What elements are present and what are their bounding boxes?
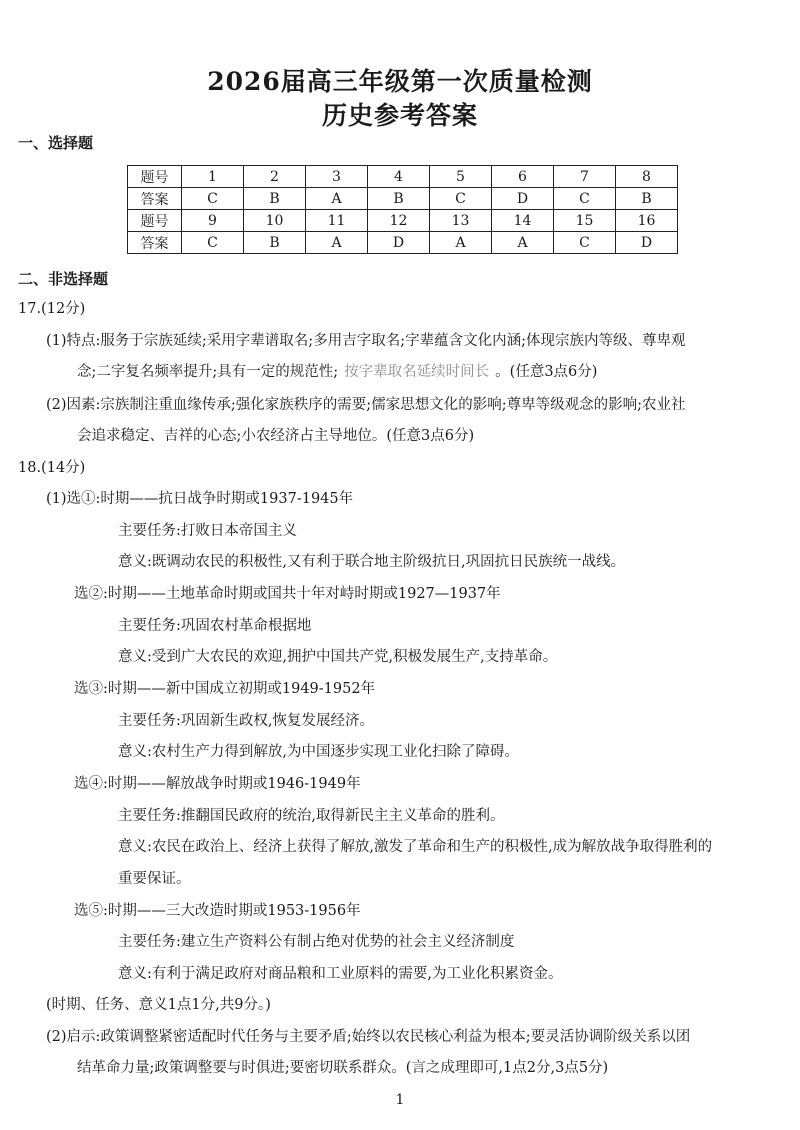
table-cell: D [616,232,678,254]
table-row-label: 答案 [128,232,182,254]
table-row [128,232,678,254]
table-cell: 12 [368,210,430,232]
table-cell: C [182,188,244,210]
q18-option2-meaning: 意义:受到广大农民的欢迎,拥护中国共产党,积极发展生产,支持革命。 [118,649,558,665]
table-cell: 5 [430,166,492,188]
answer-table [127,165,678,254]
section-heading-nonchoice: 二、非选择题 [18,270,109,288]
q18-option4-period: 选④:时期——解放战争时期或1946-1949年 [74,776,361,792]
q18-option1-meaning: 意义:既调动农民的积极性,又有利于联合地主阶级抗日,巩固抗日民族统一战线。 [118,554,626,570]
table-cell: 8 [616,166,678,188]
table-row [128,188,678,210]
table-cell: 7 [554,166,616,188]
table-cell: C [554,232,616,254]
table-cell: B [244,232,306,254]
q18-option3-period: 选③:时期——新中国成立初期或1949-1952年 [74,681,376,697]
q18-option2-task: 主要任务:巩固农村革命根据地 [118,618,312,634]
q18-option2-period: 选②:时期——土地革命时期或国共十年对峙时期或1927—1937年 [74,586,501,602]
table-cell: D [368,232,430,254]
table-row-label: 题号 [128,210,182,232]
q17-heading: 17.(12分) [18,301,86,317]
table-cell: 6 [492,166,554,188]
q18-option3-meaning: 意义:农村生产力得到解放,为中国逐步实现工业化扫除了障碍。 [118,744,519,760]
q18-part2-line2: 结革命力量;政策调整要与时俱进;要密切联系群众。(言之成理即可,1点2分,3点5分) [77,1060,609,1076]
q17-part1-line1: (1)特点:服务于宗族延续;采用字辈谱取名;多用吉字取名;字辈蕴含文化内涵;体现宗族内等级、尊卑观 [46,333,686,349]
table-row-label: 答案 [128,188,182,210]
table-cell: 1 [182,166,244,188]
table-cell: 9 [182,210,244,232]
q17-part1-line2-c: 。(任意3点6分) [495,364,598,380]
table-row [128,210,678,232]
table-cell: A [306,188,368,210]
section-heading-choice: 一、选择题 [18,134,94,152]
table-row-label: 题号 [128,166,182,188]
document-title: 2026届高三年级第一次质量检测 [207,67,593,96]
table-cell: 2 [244,166,306,188]
table-row [128,166,678,188]
table-cell: 3 [306,166,368,188]
table-cell: 14 [492,210,554,232]
q18-option5-meaning: 意义:有利于满足政府对商品粮和工业原料的需要,为工业化积累资金。 [118,966,563,982]
q18-option4-task: 主要任务:推翻国民政府的统治,取得新民主主义革命的胜利。 [118,808,505,824]
q18-scoring-note: (时期、任务、意义1点1分,共9分。) [46,997,271,1013]
q18-option5-period: 选⑤:时期——三大改造时期或1953-1956年 [74,903,361,919]
document-subtitle: 历史参考答案 [321,101,478,130]
q17-part1-line2-a: 念;二字复名频率提升;具有一定的规范性; [77,364,339,380]
table-cell: 4 [368,166,430,188]
table-cell: 13 [430,210,492,232]
page-number: 1 [395,1092,405,1108]
q18-option4-meaning-line1: 意义:农民在政治上、经济上获得了解放,激发了革命和生产的积极性,成为解放战争取得胜利的 [118,839,713,855]
table-cell: B [368,188,430,210]
table-cell: 16 [616,210,678,232]
q18-option5-task: 主要任务:建立生产资料公有制占绝对优势的社会主义经济制度 [118,934,515,950]
table-cell: 11 [306,210,368,232]
table-cell: A [492,232,554,254]
table-cell: A [430,232,492,254]
table-cell: C [182,232,244,254]
q17-part2-line2: 会追求稳定、吉祥的心态;小农经济占主导地位。(任意3点6分) [77,428,475,444]
q18-option4-meaning-line2: 重要保证。 [118,871,191,887]
table-cell: 15 [554,210,616,232]
q18-heading: 18.(14分) [18,460,86,476]
table-cell: B [244,188,306,210]
q17-part2-line1: (2)因素:宗族制注重血缘传承;强化家族秩序的需要;儒家思想文化的影响;尊卑等级观念的影响;农业社 [46,397,686,413]
table-cell: C [430,188,492,210]
q18-part2-line1: (2)启示:政策调整紧密适配时代任务与主要矛盾;始终以农民核心利益为根本;要灵活协调阶级关系以团 [46,1029,691,1045]
q18-option1-task: 主要任务:打败日本帝国主义 [118,523,297,539]
table-cell: C [554,188,616,210]
table-cell: 10 [244,210,306,232]
table-cell: D [492,188,554,210]
table-cell: A [306,232,368,254]
q18-option3-task: 主要任务:巩固新生政权,恢复发展经济。 [118,713,374,729]
q17-part1-line2 [77,362,597,382]
table-cell: B [616,188,678,210]
q18-option1-period: (1)选①:时期——抗日战争时期或1937-1945年 [46,491,354,507]
q17-part1-line2-gray: 按字辈取名延续时间长 [344,364,490,380]
